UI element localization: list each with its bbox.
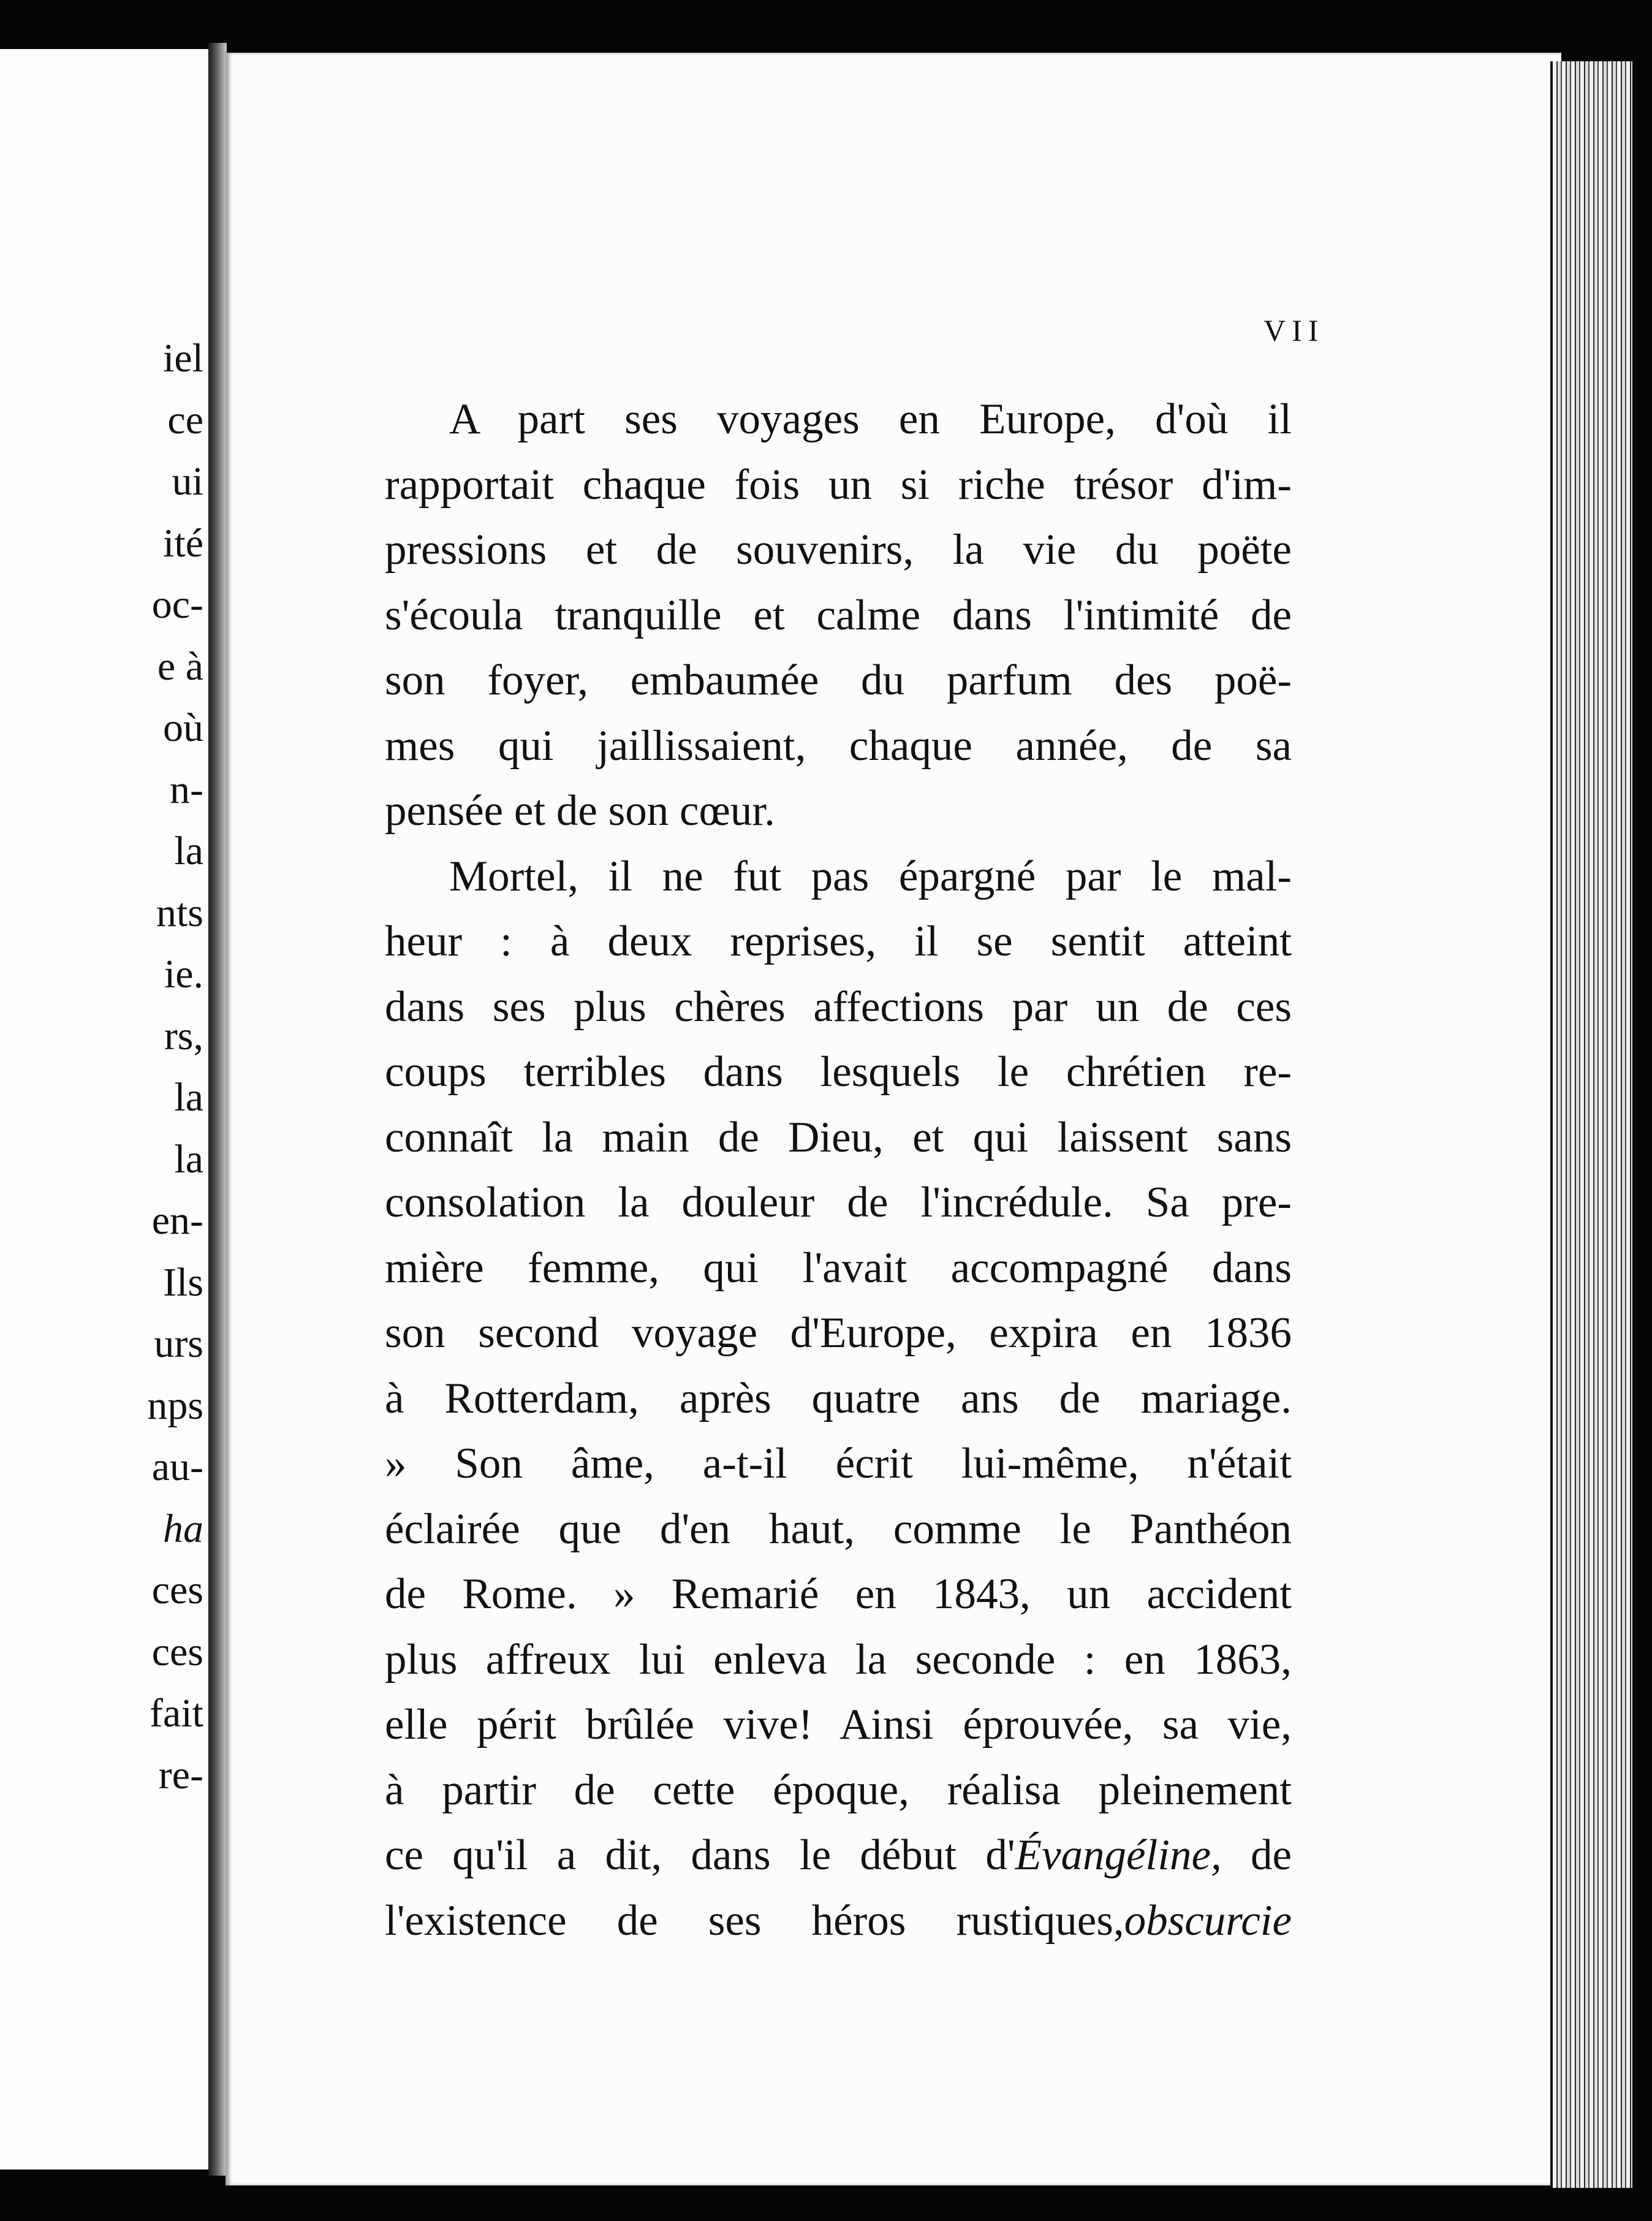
text-line-content: connaît la main de Dieu, et qui laissent sans [385, 1113, 1292, 1161]
left-facing-page [0, 49, 210, 2170]
text-line-content: Mortel, il ne fut pas épargné par le mal- [449, 852, 1292, 900]
text-line [385, 1433, 1292, 1494]
text-line-content: son foyer, embaumée du parfum des poë- [385, 656, 1292, 704]
text-line [385, 1107, 1292, 1168]
text-line-content: l'existence de ses héros rustiques, [385, 1896, 1124, 1945]
text-line [385, 1694, 1292, 1755]
text-line-content: elle périt brûlée vive! Ainsi éprouvée, sa vie, [385, 1701, 1292, 1748]
left-page-fragment: ie. [164, 952, 203, 997]
text-line [385, 780, 1292, 841]
left-page-fragment: Ils [163, 1259, 203, 1305]
text-line-content: de Rome. » Remarié en 1843, un accident [385, 1570, 1292, 1618]
text-line-tail: de [1221, 1831, 1292, 1879]
text-line [385, 1824, 1292, 1886]
text-line-content: son second voyage d'Europe, expira en 1836 [385, 1309, 1292, 1357]
text-line [385, 1629, 1292, 1690]
left-page-fragment: re- [158, 1752, 203, 1798]
left-page-fragment: n- [170, 767, 203, 812]
left-page-fragment: fait [150, 1691, 203, 1736]
text-line [385, 715, 1292, 776]
left-page-fragment: nts [156, 890, 203, 935]
text-line-content: coups terribles dans lesquels le chrétien re- [385, 1048, 1292, 1096]
text-line [385, 1237, 1292, 1299]
text-line [385, 1302, 1292, 1364]
left-page-fragment: e à [157, 644, 203, 689]
text-line [385, 454, 1292, 515]
italic-term: obscurcie [1124, 1896, 1292, 1945]
text-line [385, 976, 1292, 1038]
text-line [385, 911, 1292, 972]
left-page-fragment: ces [151, 1568, 203, 1612]
text-line-content: ce qu'il a dit, dans le début d' [385, 1831, 1015, 1879]
text-line [385, 1498, 1292, 1560]
text-line [385, 1760, 1292, 1821]
left-page-fragment: ha [163, 1506, 203, 1551]
left-page-fragment: ité [163, 520, 203, 566]
left-page-fragment: la [174, 829, 203, 873]
left-page-fragment: iel [163, 336, 203, 381]
text-line-content: à partir de cette époque, réalisa pleinement [385, 1766, 1292, 1814]
left-page-fragment: ces [151, 1629, 203, 1674]
text-line [385, 1563, 1292, 1625]
left-page-fragment: ui [172, 459, 203, 504]
text-line-content: plus affreux lui enleva la seconde : en 1863, [385, 1635, 1292, 1684]
text-line [385, 519, 1292, 580]
text-line-content: rapportait chaque fois un si riche trésor d'im- [385, 460, 1292, 509]
text-line-content: dans ses plus chères affections par un de ces [385, 982, 1292, 1031]
text-line [385, 1368, 1292, 1429]
text-line-content: s'écoula tranquille et calme dans l'intimité de [385, 591, 1292, 639]
text-line-content: éclairée que d'en haut, comme le Panthéon [385, 1505, 1292, 1553]
text-line [385, 1041, 1292, 1103]
left-page-fragment: nps [147, 1383, 203, 1428]
italic-term: Évangéline, [1015, 1831, 1222, 1879]
left-page-fragment: ce [167, 397, 203, 442]
text-line [385, 846, 1292, 907]
text-line-content: à Rotterdam, après quatre ans de mariage. [385, 1374, 1292, 1422]
text-line-content: pensée et de son cœur. [385, 787, 775, 835]
page-edges [1550, 61, 1632, 2188]
left-page-fragment: oc- [151, 582, 203, 627]
text-line [385, 585, 1292, 646]
left-page-fragment: la [174, 1075, 203, 1120]
text-line-content: A part ses voyages en Europe, d'où il [449, 395, 1292, 443]
left-page-fragment: rs, [164, 1013, 203, 1058]
text-line-content: heur : à deux reprises, il se sentit atteint [385, 917, 1292, 965]
left-page-fragment: en- [151, 1198, 203, 1243]
text-line [385, 1172, 1292, 1233]
text-line-content: pressions et de souvenirs, la vie du poëte [385, 526, 1292, 574]
left-page-fragment: urs [154, 1321, 203, 1366]
text-line [385, 1890, 1292, 1951]
text-line [385, 389, 1292, 450]
text-line-content: » Son âme, a-t-il écrit lui-même, n'était [385, 1440, 1292, 1487]
text-line-content: mes qui jaillissaient, chaque année, de sa [385, 721, 1292, 770]
left-page-fragment: la [174, 1136, 203, 1182]
text-line-content: mière femme, qui l'avait accompagné dans [385, 1243, 1292, 1292]
text-line-content: consolation la douleur de l'incrédule. Sa pre- [385, 1179, 1292, 1226]
left-page-fragment: où [163, 705, 203, 750]
book-gutter [208, 43, 227, 2176]
page-number: VII [1264, 313, 1325, 347]
left-page-fragment: au- [151, 1445, 203, 1489]
text-line [385, 650, 1292, 711]
